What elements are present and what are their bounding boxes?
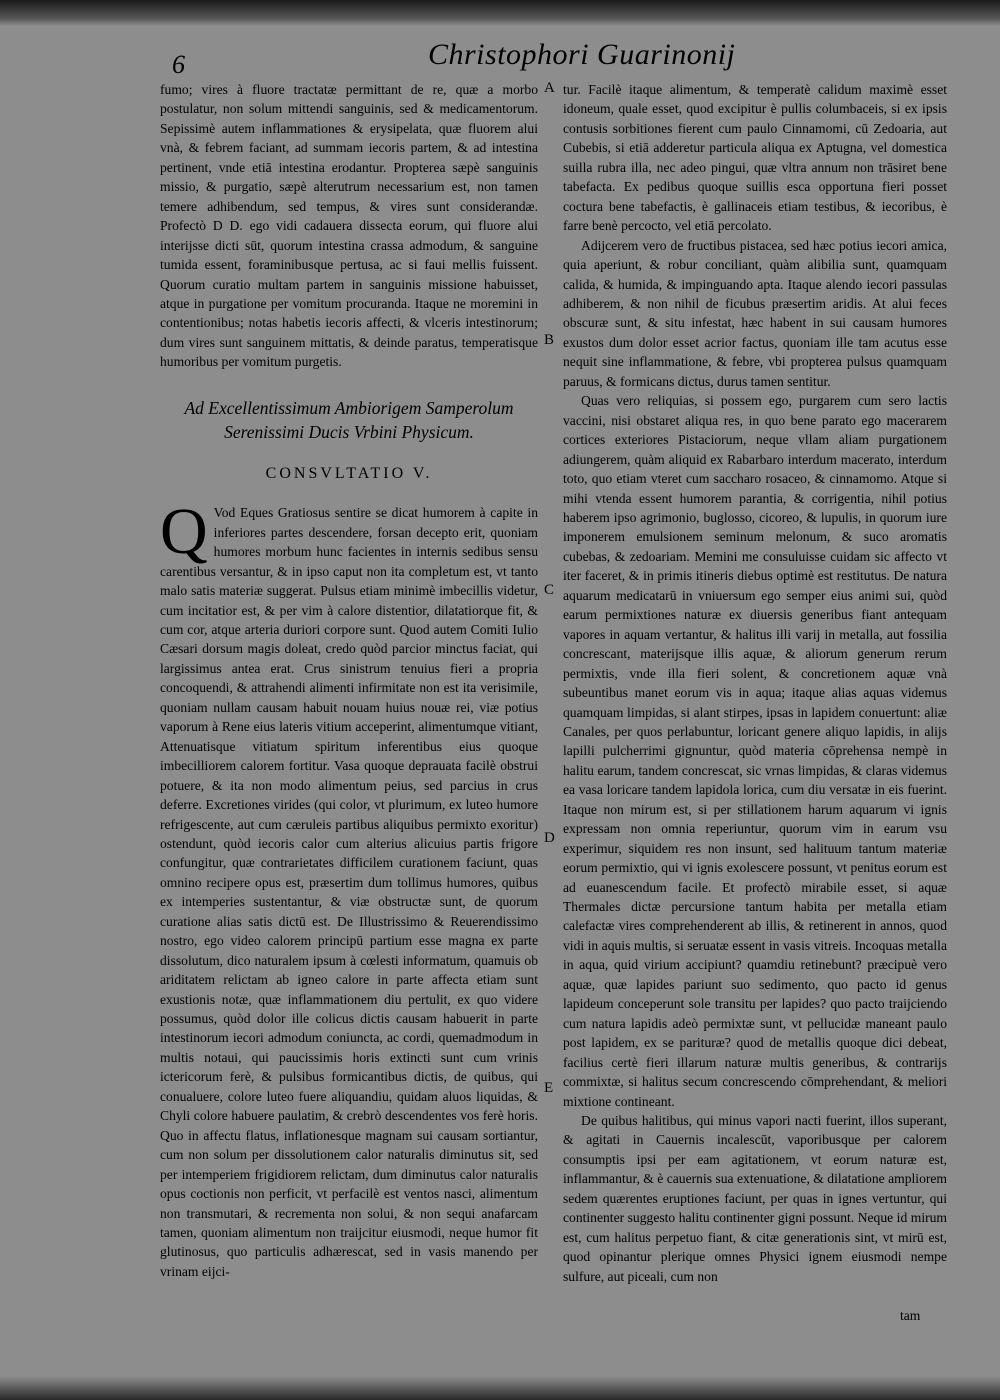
paragraph [160,495,538,1281]
page-number: 6 [172,50,185,79]
paragraph: tur. Facilè itaque alimentum, & temperatè calidum maximè esset idoneum, quale esset, quod excipitur è pullis columbaceis, si ex ipsis contusis sorbitiones fierent cum paulo Cinnamomi, cū Zedoaria, aut Cubebis, si etiā adderetur particula aliqua ex Aptugna, vel domestica suilla rubra illa, nec adeo pingui, quæ vltra annum non trāsiret bene tabefacta. Ex pedibus quoque suillis esca opportuna fieri posset coctura bene tabefactis, è gallinaceis etiam testibus, & iecoribus, è farre benè percocto, vel etiā percolato. [563,82,947,234]
paragraph: De quibus halitibus, qui minus vapori nacti fuerint, illos superant, & agitati in Cauernis incalescūt, vaporibusque per calorem consumptis ipsi per eam agitationem, vt eorum naturæ est, inflammantur, & è cauernis sua extenuatione, & dilatatione ampliorem sedem quærentes eruptiones faciunt, per quas in ignes vertuntur, qui continenter suggesto halitu continenter gigni possunt. Neque id mirum est, cum halitus perpetuo fiant, & citæ generationis sint, vt mirū est, quod opinantur plerique omnes Physici ignem eiusmodi nempe sulfure, aut piceali, cum non [563,1113,947,1284]
section-heading: Ad Excellentissimum Ambiorigem Samperolum Serenissimi Ducis Vrbini Physicum. [184,397,514,442]
margin-letter-d: D [544,830,555,846]
margin-letter-b: B [544,332,555,348]
running-head: Christophori Guarinonij [428,38,736,71]
right-column [563,80,947,1286]
left-column [160,80,538,1281]
catchword: tam [900,1308,921,1323]
drop-cap: Q [160,495,208,569]
margin-letter-a: A [544,80,555,96]
paragraph: fumo; vires à fluore tractatæ permittant de re, quæ a morbo postulatur, non solum mittendi sanguinis, sed & medicamentorum. Sepissimè autem inflammationes & erysipelata, quæ fluorem alui vnà, & febrem faciant, ad summam iecoris partem, & ad intestina pertinent, vnde etiā intestina erodantur. Propterea sæpè sanguinis missio, & purgatio, sæpè alterutrum necessarium est, non tamen temere adhibendum, sed tempus, & vires sunt considerandæ. Profectò D D. ego vidi cadauera dissecta eorum, qui fluore alui interijsse dicti sūt, quorum intestina crassa admodum, & sanguine tumida essent, foraminibusque pertusa, ac si faui mellis fuissent. Quorum curatio multam partem in sanguinis missione habuisset, atque in purgatione per vomitum procuranda. Itaque ne moremini in contentionibus; notas habetis iecoris affecti, & vlceris intestinorum; dum vires sunt sanguinem mittatis, & deinde paratus, temperatisque humoribus per vomitum purgetis. [160,82,538,370]
margin-letter-c: C [544,582,555,598]
paragraph: Adijcerem vero de fructibus pistacea, sed hæc potius iecori amica, quia aperiunt, & robur conciliant, quàm alibilia sunt, quamquam calida, & humida, & impinguando apta. Itaque alendo iecori passulas adhiberem, & non nihil de ficubus præsertim aridis. At alui feces obscuræ sunt, & situ infestat, hæc habent in sui causam humores exustos dum dolor esset acrior factus, quoniam ille tam acutus esse nequit sine inflammatione, & febre, vbi propterea pulsus quamquam paruus, & formicans dictus, durus tamen sentitur. [563,237,947,389]
page-bottom-edge [0,1376,1000,1400]
paragraph: Quas vero reliquias, si possem ego, purgarem cum sero lactis vaccini, nisi obstaret aliqua res, in quo bene parato ego macerarem cortices exteriores Pistaciorum, neque vllam aliam purgationem adiungerem, quàm aliquid ex Rabarbaro interdum macerato, interdum toto, quo etiam vteret cum saccharo rosaceo, & cinnamomo. Atque si mihi vtenda essent humorem parantia, & corrigentia, nihil potius haberem ipso agrimonio, buglosso, cicoreo, & lupulis, in quorum iure imponerem emulsionem seminum melonum, & suco aromatis cubebas, & zedoariam. Memini me consuluisse cuidam sic affecto vt iter faceret, & in primis itineris diebus optimè est restitutus. De natura aquarum medicatarū in vniuersum ego semper eius animi sui, quòd earum permixtiones naturæ ex diuersis generibus fiant antequam vapores in aquam vertantur, & halitus illi varij in metalla, aut fossilia concrescant, materijsque illis aquæ, & aliorum generum rerum permixtis, vnde illa fieri solent, & concretionem aquæ vnà subeuntibus manet eorum vis in aqua; itaque alias aquas videmus quamquam limpidas, si alant stirpes, ipsas in lapidem conuertunt: aliæ Canales, per quos perlabuntur, loricant genere aliquo lapidis, in alijs lapilli pulcherrimi gignuntur, quòd materia cōprehensa nempè in halitu earum, tandem concrescat, sic vrnas limpidas, & claras videmus ea vasa loricare tandem lapidola lorica, cum diu versatæ in eis fuerint. Itaque non mirum est, si per stillationem harum aquarum vi ignis expressam non omnia reperiuntur, quorum vim in earum vsu experimur, siquidem res non insunt, sed halituum tantum materiæ eorum permixtio, qui vi ignis exolescere possunt, vt penitus eorum est ad euanescendum facile. Et profectò mirabile esset, si aquæ Thermales dictæ percursione tantum habita per metalla etiam calefactæ vires comprehenderent ab illis, & retinerent in annos, quod vidi in aquis multis, si seruatæ essent in vasis vitreis. Incoquas metalla in aqua, quid virium accipiunt? quamdiu retinebunt? præcipuè vero aquæ, quæ lapides pariunt suo sedimento, quo pacto id genus lapideum conceperunt sole transitu per lapides? quo pacto traijciendo cum natura lapidis adeò permixtæ sunt, vt pellucidæ maneant paulo post lapidem, ex se parituræ? quod de metallis quoque dici debeat, facilius certè fieri illarum naturæ multis generibus, & contrarijs commixtæ, si halitus secum concrescendo cōmprehendant, & meliori mixtione contineant. [563,393,947,1109]
paragraph-text: Vod Eques Gratiosus sentire se dicat humorem à capite in inferiores partes descendere, forsan decepto erit, quoniam humores morbum hunc facientes in internis sedibus sensu carentibus versantur, & in ipso caput non ita completum est, vt tanto malo satis materiæ suggerat. Pulsus etiam minimè imbecillis videtur, cum incitatior est, & per vim à calore distentior, dilatatiorque fit, & cum cor, atque arteria duriori corpore sunt. Quod autem Comiti Iulio Cæsari dorsum magis doleat, credo quòd parcior minctus faciat, qui largissimus antea erat. Crus sinistrum tenuius fieri a propria concoquendi, & attrahendi alimenti infirmitate non est ita verisimile, quoniam nullam causam habuit nouam huius nouæ rei, viæ potius vaporum à Rene eius lateris vitium acceperint, alimentumque vitiant, Attenuatisque vitiatum spiritum inferentibus eius quoque imbecilliorem calorem fortitur. Vasa quoque deprauata facilè obstrui potuere, & ita non modo alimentum peius, sed parcius in crus deferre. Excretiones virides (qui color, vt plurimum, ex luteo humore refrigescente, aut cum cæruleis partibus aliquibus permixto exoritur) ostendunt, quòd iecoris calor cum alterius alicuius partis frigore confungitur, quæ contrarietates difficilem curationem faciunt, quas omnino recipere opus est, præsertim dum tollimus humores, quibus ex intemperies sustentantur, & viæ obstructæ sunt, de quorum curatione alias satis dictū est. De Illustrissimo & Reuerendissimo nostro, ego video calorem principū partium esse magna ex parte dissolutum, dico naturalem ipsum à cœlesti informatum, quamuis ob ariditatem relictam ab igneo calore in parte affecta etiam sunt exustionis notæ, quæ inflammationem diu pertulit, ex quo videre possumus, quòd dolor ille colicus dictis causam habuerit in parte intestinorum iecori admodum coniuncta, ac cordi, quemadmodum in multis notaui, qui paucissimis horis extincti sunt cum vrinis ictericorum ferè, & pulsibus formicantibus dictis, de quibus, qui conualuere, colore luteo fuere aliquandiu, quidam aluos liquidas, & Chyli colore habuere paulatim, & crebrò descendentes vos ferè horis. Quo in affectu flatus, inflationesque magnam sui causam sortiantur, cum non solum per dissolutionem calor naturalis diminutus sit, sed per intemperiem frigidiorem relictam, dum diminutus calor naturalis opus coctionis non perficit, vt perfacilè est ventos nasci, alimentum non transmutari, & recrementa non solui, & non sequi anafarcam tamen, quoniam alimentum non traijcitur eiusmodi, neque humor fit glutinosus, quo particulis adhærescat, sed in vasis manendo per vrinam eijci- [160,505,538,1279]
page-top-edge [0,0,1000,26]
consultatio-title: CONSVLTATIO V. [265,464,433,482]
margin-letter-e: E [544,1080,554,1096]
